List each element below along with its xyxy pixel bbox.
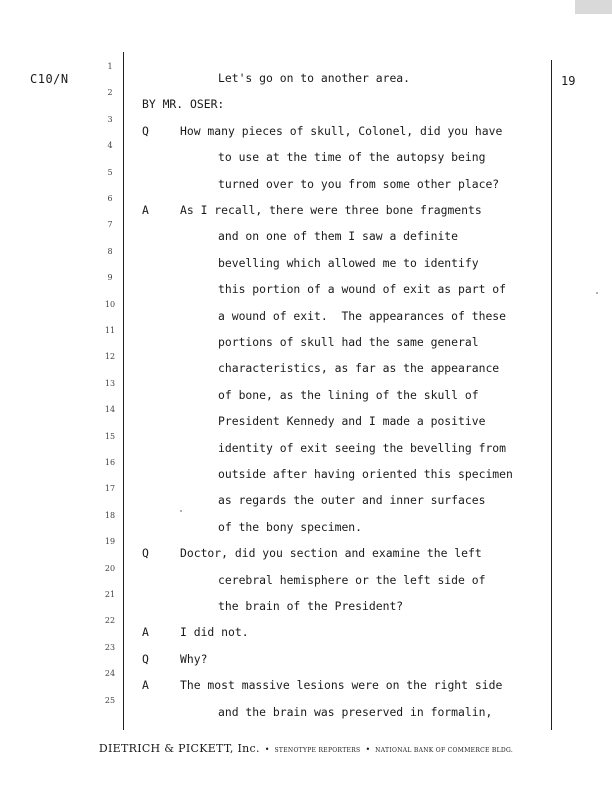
line-number: 14 (104, 405, 116, 415)
line-number: 18 (104, 510, 116, 520)
line-number: 15 (104, 431, 116, 441)
line-number: 5 (107, 167, 113, 177)
line-number: 24 (104, 669, 116, 679)
line-number: 21 (104, 590, 116, 599)
line-number: 4 (107, 141, 113, 151)
line-number: 11 (104, 326, 116, 335)
transcript-line-text: outside after having oriented this specimen (218, 467, 513, 481)
answer-marker: A (142, 678, 149, 693)
question-marker: Q (142, 123, 149, 138)
line-number: 9 (107, 273, 113, 283)
line-number: 16 (104, 458, 116, 467)
scan-speck (596, 292, 598, 294)
transcript-line-text: How many pieces of skull, Colonel, did you have (180, 123, 503, 138)
footer-firm: DIETRICH & PICKETT, Inc. (98, 742, 260, 755)
transcript-line-text: cerebral hemisphere or the left side of (218, 572, 486, 587)
transcript-line-text: Let's go on to another area. (218, 71, 411, 85)
line-number: 10 (104, 299, 116, 309)
transcript-line-text: identity of exit seeing the bevelling from (218, 440, 507, 455)
question-marker: Q (142, 546, 149, 561)
transcript-line-text: and the brain was preserved in formalin, (218, 704, 493, 719)
footer (0, 737, 612, 756)
footer-service: STENOTYPE REPORTERS (274, 747, 361, 754)
line-number: 12 (104, 352, 116, 362)
line-number: 6 (107, 194, 113, 203)
line-number: 17 (104, 484, 116, 494)
transcript-line-text: Why? (180, 651, 208, 666)
line-number: 22 (104, 616, 116, 626)
transcript-line-text: turned over to you from some other place? (218, 176, 500, 191)
footer-address: NATIONAL BANK OF COMMERCE BLDG. (375, 747, 514, 754)
page-number: 19 (561, 74, 576, 88)
footer-separator: • (264, 745, 270, 754)
scan-speck (180, 510, 182, 512)
line-number: 2 (107, 88, 113, 98)
transcript-line-text: BY MR. OSER: (142, 97, 225, 112)
transcript-line-text: President Kennedy and I made a positive (218, 414, 486, 429)
transcript-line-text: I did not. (180, 625, 249, 640)
answer-marker: A (142, 203, 149, 217)
footer-separator: • (365, 745, 371, 754)
line-number: 8 (107, 246, 113, 256)
transcript-line-text: The most massive lesions were on the right side (180, 678, 503, 693)
line-number: 19 (104, 537, 116, 547)
transcript-line-text: of the bony specimen. (218, 519, 363, 534)
transcript-line-text: characteristics, as far as the appearance (218, 361, 500, 376)
transcript-line-text: Doctor, did you section and examine the left (180, 546, 482, 561)
line-number: 20 (104, 563, 116, 573)
transcript-line-text: of bone, as the lining of the skull of (218, 387, 479, 402)
transcript-line-text: this portion of a wound of exit as part of (218, 282, 507, 297)
transcript-line-text: as regards the outer and inner surfaces (218, 493, 486, 508)
question-marker: Q (142, 651, 149, 666)
line-number: 3 (107, 114, 113, 124)
line-number: 13 (104, 378, 116, 388)
transcript-line-text: and on one of them I saw a definite (218, 229, 459, 244)
transcript-line-text: As I recall, there were three bone fragments (180, 203, 482, 217)
transcript-line-text: to use at the time of the autopsy being (218, 150, 486, 165)
transcript-line-text: a wound of exit. The appearances of these (218, 308, 507, 323)
line-number: 25 (104, 695, 116, 705)
page-id: C10/N (30, 72, 69, 86)
answer-marker: A (142, 625, 149, 640)
transcript-line-text: the brain of the President? (218, 599, 404, 613)
line-number: 7 (107, 220, 113, 230)
line-number: 23 (104, 642, 116, 652)
line-number: 1 (107, 62, 113, 71)
transcript-line-text: portions of skull had the same general (218, 335, 479, 349)
transcript-line-text: bevelling which allowed me to identify (218, 255, 479, 270)
